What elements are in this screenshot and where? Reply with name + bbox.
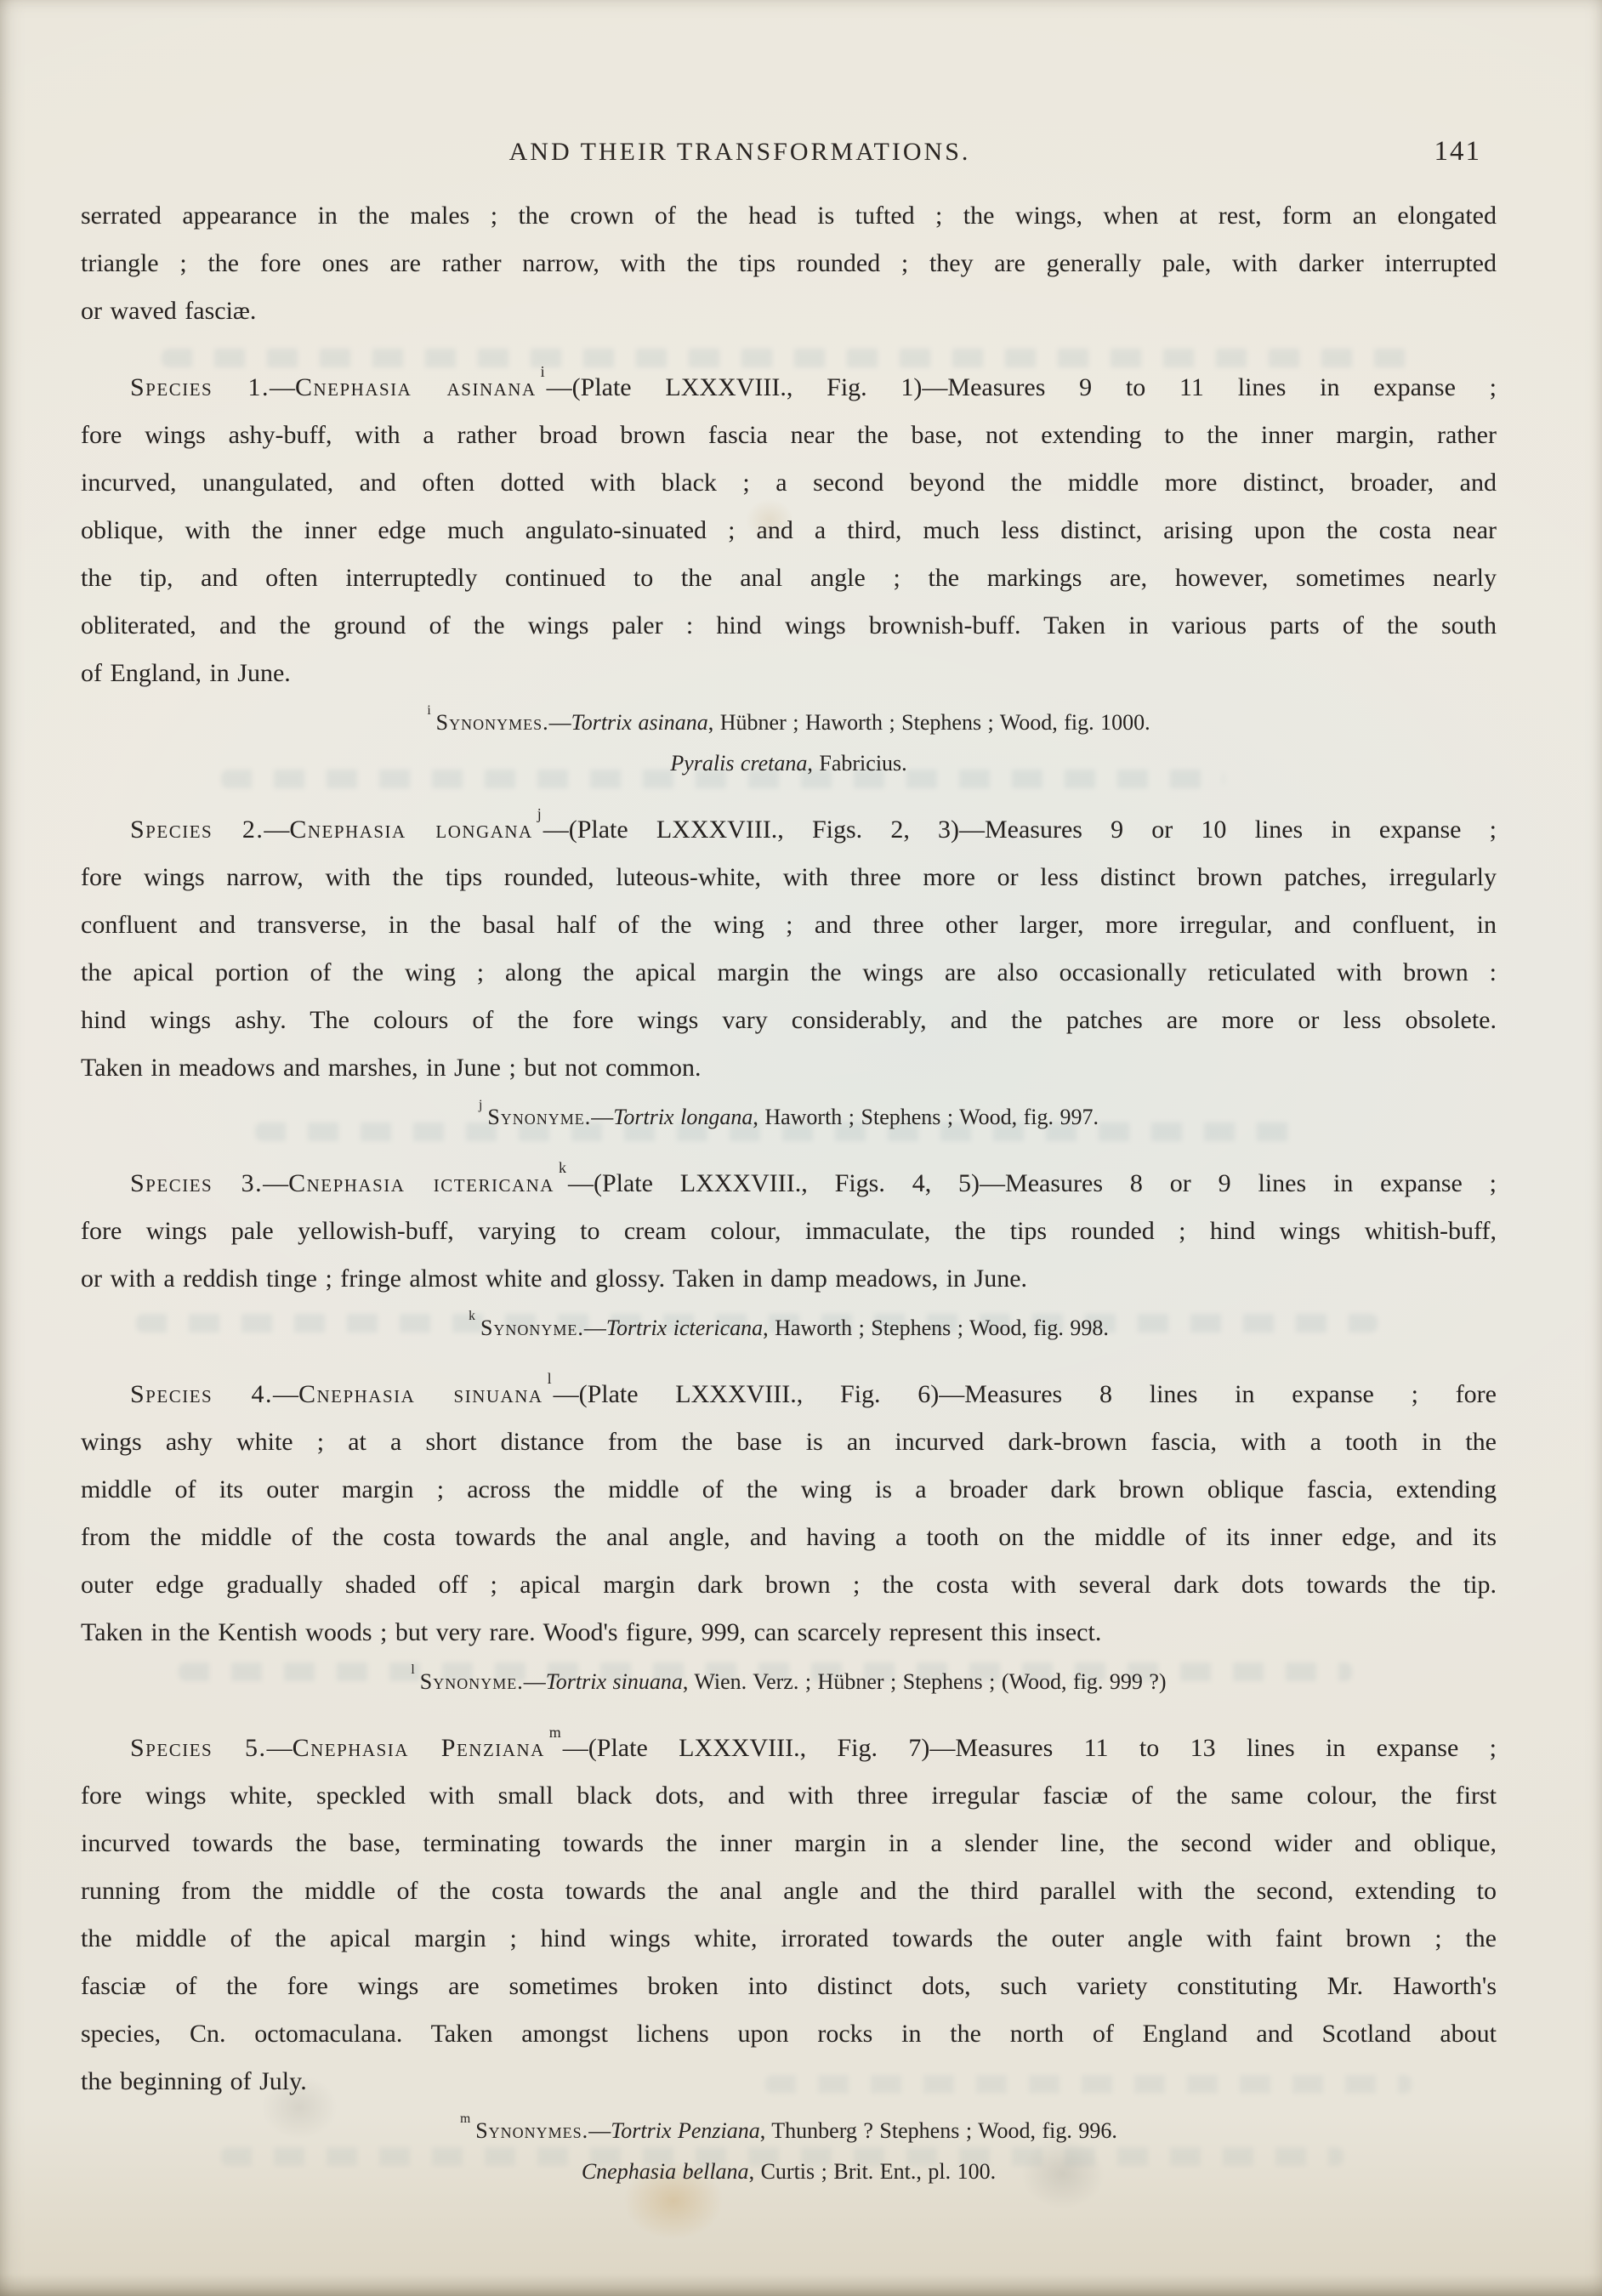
footnote-rest: , Haworth ; Stephens ; Wood, fig. 997. xyxy=(753,1105,1099,1129)
body-line: obliterated, and the ground of the wings paler : hind wings brownish-buff. Taken in various parts of the south xyxy=(81,611,1497,639)
footnote-line xyxy=(81,702,1497,743)
footnote-label: Synonyme. xyxy=(480,1316,584,1340)
footnote-rest: , Thunberg ? Stephens ; Wood, fig. 996. xyxy=(759,2118,1117,2143)
body-line: fore wings ashy-buff, with a rather broad brown fascia near the base, not extending to the inner margin, rather xyxy=(81,421,1497,449)
footnote-ref: k xyxy=(558,1160,566,1176)
footnote-rest: , Fabricius. xyxy=(807,751,907,776)
footnote-label: Synonyme. xyxy=(419,1669,524,1694)
body-line: triangle ; the fore ones are rather narrow, with the tips rounded ; they are generally pale, with darker interrupted xyxy=(81,249,1497,277)
body-line: fasciæ of the fore wings are sometimes broken into distinct dots, such variety constituting Mr. Haworth's xyxy=(81,1972,1497,2000)
species-section-3 xyxy=(81,1160,1497,1349)
body-line: the middle of the apical margin ; hind wings white, irrorated towards the outer angle with faint brown ; the xyxy=(81,1924,1497,1952)
species-name: Cnephasia longana xyxy=(289,816,533,844)
em-dash: — xyxy=(263,1169,289,1197)
body-line: fore wings white, speckled with small black dots, and with three irregular fasciæ of the same colour, the first xyxy=(81,1782,1497,1810)
footnote-label: Synonyme. xyxy=(487,1105,592,1129)
synonym-name: Tortrix longana xyxy=(613,1105,753,1129)
footnote-line xyxy=(81,2151,1497,2192)
em-dash: — xyxy=(523,1669,546,1694)
species-label: Species 2. xyxy=(130,816,264,844)
footnotes xyxy=(81,1097,1497,1138)
footnote-rest: , Haworth ; Stephens ; Wood, fig. 998. xyxy=(763,1316,1109,1340)
synonym-name: Pyralis cretana xyxy=(670,751,808,776)
body-line: oblique, with the inner edge much angulato-sinuated ; and a third, much less distinct, arising upon the costa near xyxy=(81,516,1497,544)
body-line: the beginning of July. xyxy=(81,2067,307,2095)
body-line: middle of its outer margin ; across the middle of the wing is a broader dark brown oblique fascia, extending xyxy=(81,1475,1497,1503)
footnote-line xyxy=(81,1308,1497,1349)
text-block xyxy=(81,192,1497,2192)
footnote-rest: , Curtis ; Brit. Ent., pl. 100. xyxy=(748,2159,997,2184)
species-name: Cnephasia sinuana xyxy=(298,1380,543,1408)
intro-paragraph xyxy=(81,192,1497,335)
species-label: Species 3. xyxy=(130,1169,264,1197)
footnote-line xyxy=(81,743,1497,784)
species-section-1 xyxy=(81,364,1497,784)
synonym-name: Tortrix asinana xyxy=(571,710,708,735)
species-section-4 xyxy=(81,1371,1497,1702)
em-dash: — xyxy=(266,1734,293,1762)
body-line: Taken in the Kentish woods ; but very rare. Wood's figure, 999, can scarcely represent this insect. xyxy=(81,1618,1102,1646)
species-heading-rest: —(Plate LXXXVIII., Figs. 4, 5)—Measures 8 or 9 lines in expanse ; xyxy=(567,1169,1497,1197)
footnote-ref: l xyxy=(411,1662,415,1678)
body-line: fore wings narrow, with the tips rounded, luteous-white, with three more or less distinct brown patches, irregularly xyxy=(81,863,1497,891)
species-label: Species 4. xyxy=(130,1380,273,1408)
body-line: serrated appearance in the males ; the crown of the head is tufted ; the wings, when at rest, form an elongated xyxy=(81,202,1497,230)
footnote-ref: m xyxy=(460,2111,471,2127)
species-section-5 xyxy=(81,1725,1497,2192)
synonym-name: Tortrix Penziana xyxy=(611,2118,760,2143)
footnote-line xyxy=(81,1097,1497,1138)
footnote-line xyxy=(81,2111,1497,2151)
body-line: incurved towards the base, terminating towards the inner margin in a slender line, the second wider and oblique, xyxy=(81,1829,1497,1857)
footnote-ref: k xyxy=(469,1309,475,1324)
em-dash: — xyxy=(264,816,290,844)
species-heading-rest: —(Plate LXXXVIII., Fig. 6)—Measures 8 lines in expanse ; fore xyxy=(553,1380,1497,1408)
footnote-ref: l xyxy=(547,1371,552,1387)
synonym-name: Tortrix sinuana xyxy=(545,1669,683,1694)
footnote-rest: , Wien. Verz. ; Hübner ; Stephens ; (Wood, fig. 999 ?) xyxy=(682,1669,1167,1694)
footnote-label: Synonymes. xyxy=(435,710,549,735)
species-heading xyxy=(81,1371,1497,1418)
em-dash: — xyxy=(272,1380,298,1408)
running-header: AND THEIR TRANSFORMATIONS. xyxy=(508,138,971,166)
body-line: hind wings ashy. The colours of the fore wings vary considerably, and the patches are more or less obsolete. xyxy=(81,1006,1497,1034)
species-heading-rest: —(Plate LXXXVIII., Figs. 2, 3)—Measures 9 or 10 lines in expanse ; xyxy=(543,816,1497,844)
body-line: the apical portion of the wing ; along the apical margin the wings are also occasionally reticulated with brown : xyxy=(81,958,1497,986)
species-section-2 xyxy=(81,806,1497,1138)
body-line: running from the middle of the costa towards the anal angle and the third parallel with the second, extending to xyxy=(81,1877,1497,1905)
species-heading-rest: —(Plate LXXXVIII., Fig. 1)—Measures 9 to 11 lines in expanse ; xyxy=(546,373,1497,401)
footnote-ref: i xyxy=(540,364,545,380)
synonym-name: Tortrix ictericana xyxy=(605,1316,764,1340)
body-line: wings ashy white ; at a short distance from the base is an incurved dark-brown fascia, with a tooth in the xyxy=(81,1428,1497,1456)
footnotes xyxy=(81,1308,1497,1349)
species-label: Species 1. xyxy=(130,373,270,401)
body-line: species, Cn. octomaculana. Taken amongst lichens upon rocks in the north of England and Scotland about xyxy=(81,2020,1497,2048)
species-name: Cnephasia asinana xyxy=(294,373,537,401)
body-line: of England, in June. xyxy=(81,659,291,687)
body-line: or with a reddish tinge ; fringe almost white and glossy. Taken in damp meadows, in June. xyxy=(81,1265,1028,1293)
footnote-rest: , Hübner ; Haworth ; Stephens ; Wood, fig. 1000. xyxy=(707,710,1150,735)
footnote-ref: j xyxy=(537,806,542,822)
footnote-ref: i xyxy=(427,703,431,719)
body-line: confluent and transverse, in the basal half of the wing ; and three other larger, more irregular, and confluent, in xyxy=(81,911,1497,939)
species-label: Species 5. xyxy=(130,1734,267,1762)
species-name: Cnephasia Penziana xyxy=(292,1734,545,1762)
footnotes xyxy=(81,702,1497,784)
body-line: Taken in meadows and marshes, in June ; but not common. xyxy=(81,1054,702,1082)
body-line: incurved, unangulated, and often dotted with black ; a second beyond the middle more distinct, broader, and xyxy=(81,469,1497,497)
footnotes xyxy=(81,1662,1497,1702)
em-dash: — xyxy=(548,710,571,735)
em-dash: — xyxy=(583,1316,606,1340)
em-dash: — xyxy=(269,373,295,401)
body-line: or waved fasciæ. xyxy=(81,297,257,325)
species-heading xyxy=(81,1725,1497,1772)
footnotes xyxy=(81,2111,1497,2192)
species-heading xyxy=(81,364,1497,412)
em-dash: — xyxy=(591,1105,614,1129)
body-line: fore wings pale yellowish-buff, varying to cream colour, immaculate, the tips rounded ; hind wings whitish-buff, xyxy=(81,1217,1497,1245)
footnote-ref: m xyxy=(548,1725,561,1741)
synonym-name: Cnephasia bellana xyxy=(581,2159,749,2184)
body-line: the tip, and often interruptedly continued to the anal angle ; the markings are, however, sometimes nearly xyxy=(81,564,1497,592)
species-name: Cnephasia ictericana xyxy=(288,1169,554,1197)
species-heading xyxy=(81,1160,1497,1208)
body-line: outer edge gradually shaded off ; apical margin dark brown ; the costa with several dark dots towards the tip. xyxy=(81,1571,1497,1599)
footnote-label: Synonymes. xyxy=(475,2118,589,2143)
page-number: 141 xyxy=(1434,136,1481,167)
body-line: from the middle of the costa towards the anal angle, and having a tooth on the middle of its inner edge, and its xyxy=(81,1523,1497,1551)
footnote-line xyxy=(81,1662,1497,1702)
em-dash: — xyxy=(588,2118,611,2143)
species-heading xyxy=(81,806,1497,854)
footnote-ref: j xyxy=(478,1098,483,1113)
species-heading-rest: —(Plate LXXXVIII., Fig. 7)—Measures 11 to 13 lines in expanse ; xyxy=(562,1734,1497,1762)
